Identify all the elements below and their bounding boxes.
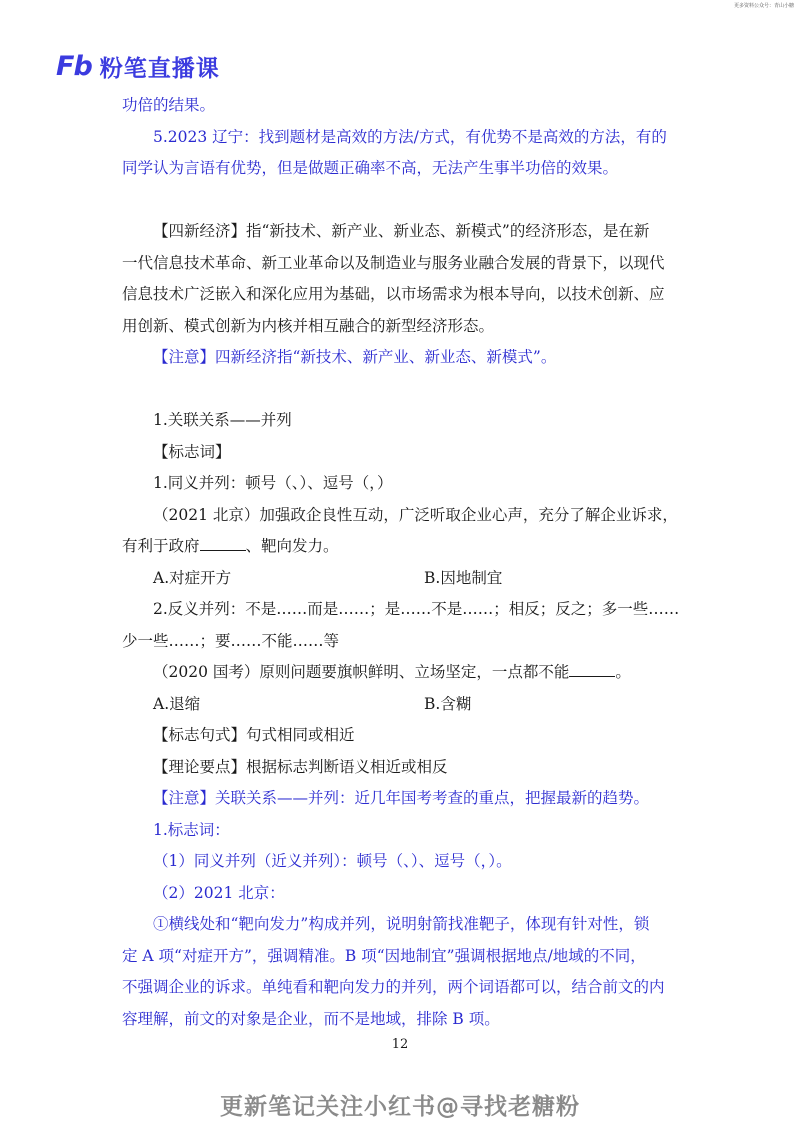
note-line: 1.标志词：	[153, 820, 230, 839]
body-line: 少一些……；要……不能……等	[122, 631, 340, 650]
question-line	[122, 657, 688, 689]
logo-text: 粉笔直播课	[99, 56, 220, 82]
question-text: 。	[615, 663, 631, 681]
note-line: 功倍的结果。	[122, 96, 216, 114]
question-text: 有利于政府	[122, 537, 200, 555]
note-line: 5.2023 辽宁：找到题材是高效的方法/方式，有优势不是高效的方法，有的	[153, 127, 667, 146]
body-line: 【理论要点】根据标志判断语义相近或相反	[153, 757, 448, 776]
section-heading: 1.关联关系——并列	[153, 411, 292, 429]
body-line: 一代信息技术革命、新工业革命以及制造业与服务业融合发展的背景下，以现代	[122, 253, 665, 272]
option-b: B.因地制宜	[424, 568, 503, 587]
top-note: 更多资料公众号：青山小糖	[733, 3, 794, 9]
spacer	[122, 374, 688, 406]
document-body	[122, 90, 688, 1035]
question-line	[122, 531, 688, 563]
option-a: A.退缩	[153, 694, 201, 713]
answer-blank	[569, 662, 615, 677]
note-line: 容理解，前文的对象是企业，而不是地域，排除 B 项。	[122, 1009, 500, 1028]
body-line: 1.同义并列：顿号（、）、逗号（，）	[153, 474, 393, 492]
brand-logo	[56, 50, 220, 83]
question-text: 、靶向发力。	[245, 537, 339, 555]
options-row	[122, 563, 688, 595]
note-line: （1）同义并列（近义并列）：顿号（、）、逗号（，）。	[153, 852, 512, 870]
note-line: 同学认为言语有优势，但是做题正确率不高，无法产生事半功倍的效果。	[122, 159, 619, 177]
body-line: 信息技术广泛嵌入和深化应用为基础，以市场需求为根本导向，以技术创新、应	[122, 285, 665, 303]
note-line: （2）2021 北京：	[153, 883, 285, 902]
body-line: 【四新经济】指“新技术、新产业、新业态、新模式”的经济形态，是在新	[153, 222, 650, 240]
body-line: 2.反义并列：不是……而是……；是……不是……；相反；反之；多一些……	[153, 600, 680, 618]
body-line: 【标志词】	[153, 442, 231, 461]
question-line: （2021 北京）加强政企良性互动，广泛听取企业心声，充分了解企业诉求，	[153, 505, 678, 524]
spacer	[122, 185, 688, 217]
logo-icon: Fb	[56, 51, 92, 82]
page-number: 12	[391, 1037, 409, 1052]
question-text: （2020 国考）原则问题要旗帜鲜明、立场坚定，一点都不能	[153, 663, 570, 681]
note-line: 【注意】关联关系——并列：近几年国考考查的重点，把握最新的趋势。	[153, 789, 650, 807]
note-line: 定 A 项“对症开方”，强调精准。B 项“因地制宜”强调根据地点/地域的不同，	[122, 946, 646, 965]
options-row	[122, 689, 688, 721]
note-line: ①横线处和“靶向发力”构成并列，说明射箭找准靶子，体现有针对性，锁	[153, 915, 650, 933]
note-line: 不强调企业的诉求。单纯看和靶向发力的并列，两个词语都可以，结合前文的内	[122, 978, 665, 996]
option-b: B.含糊	[424, 694, 472, 713]
option-a: A.对症开方	[153, 568, 232, 587]
answer-blank	[200, 536, 246, 551]
note-line: 【注意】四新经济指“新技术、新产业、新业态、新模式”。	[153, 348, 557, 366]
body-line: 用创新、模式创新为内核并相互融合的新型经济形态。	[122, 316, 495, 335]
body-line: 【标志句式】句式相同或相近	[153, 726, 355, 744]
watermark-text: 更新笔记关注小红书@寻找老糖粉	[220, 1094, 580, 1120]
